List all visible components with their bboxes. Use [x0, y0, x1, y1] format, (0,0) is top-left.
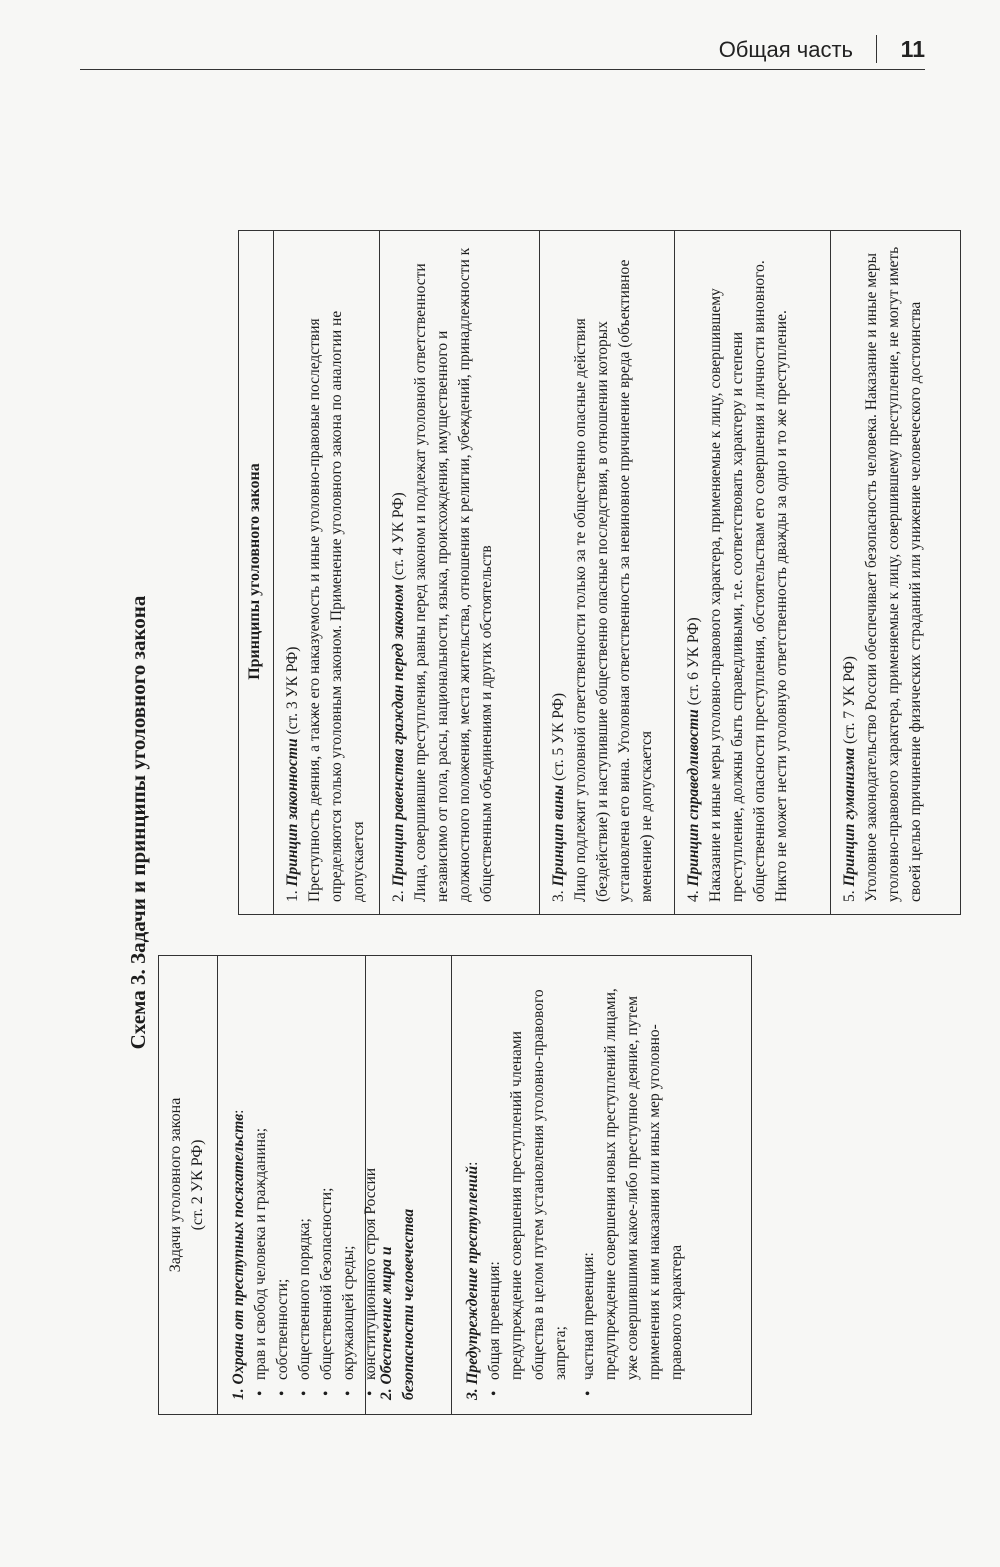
task-3-cell: [451, 956, 751, 1414]
principle-heading: 5. Принцип гуманизма (ст. 7 УК РФ): [841, 656, 858, 902]
page-number: 11: [900, 36, 925, 62]
private-prevention-text: предупреждение совершения новых преступлений лицами, уже совершившими какое-либо преступное деяние, путем применения к ним наказания или иных мер уголовно-правового характера: [602, 988, 685, 1380]
list-item: • окружающей среды;: [338, 968, 360, 1400]
list-item: • общественного порядка;: [294, 968, 316, 1400]
principle-3-cell: [539, 231, 674, 914]
principle-4-cell: [674, 231, 830, 914]
principle-2-cell: [379, 231, 539, 914]
principles-table-header: Принципы уголовного закона: [246, 463, 263, 680]
principle-text: Лица, совершившие преступления, равны перед законом и подлежат уголовной ответственности независимо от пола, расы, национальности, языка, происхождения, имущественного и должностного положения, места жительства, отношения к религии, убеждений, принадлежности к общественным объединениям и других обстоятельств: [412, 247, 495, 902]
principle-text: Уголовное законодательство России обеспечивает безопасность человека. Наказание и иные меры уголовно-правового характера, применяемые к лицу, совершившему преступление, не могут иметь своей целью причинение физических страданий или унижение человеческого достоинства: [863, 246, 924, 902]
list-item: [578, 968, 688, 1400]
list-item: • конституционного строя России: [360, 968, 382, 1400]
principle-heading: 1. Принцип законности (ст. 3 УК РФ): [284, 646, 301, 902]
rotated-scheme: [120, 230, 924, 1415]
running-header: [80, 33, 925, 70]
scheme-title: Схема 3. Задачи и принципы уголовного закона: [126, 595, 150, 1050]
principle-heading: 4. Принцип справедливости (ст. 6 УК РФ): [685, 617, 702, 902]
general-prevention-label: • общая превенция:: [486, 1261, 503, 1380]
list-item: • общественной безопасности;: [316, 968, 338, 1400]
principle-heading: 3. Принцип вины (ст. 5 УК РФ): [550, 692, 567, 902]
task-3-title: 3. Предупреждение преступлений:: [464, 1161, 481, 1400]
list-item: • прав и свобод человека и гражданина;: [250, 968, 272, 1400]
general-prevention-text: предупреждение совершения преступлений членами общества в целом путем установления уголовно-правового запрета;: [508, 989, 569, 1380]
task-1-title: 1. Охрана от преступных посягательств:: [230, 1109, 247, 1400]
task-3-list: [484, 968, 688, 1400]
principle-text: Наказание и иные меры уголовно-правового характера, применяемые к лицу, совершившему преступление, должны быть справедливыми, т.е. соответствовать характеру и степени общественной опасности преступления, обстоятельствам его совершения и личности виновного. Никто не может нести уголовную ответственность дважды за одно и то же преступление.: [707, 260, 790, 902]
principle-text: Лицо подлежит уголовной ответственности только за те общественно опасные действия (бездействие) и наступившие общественно опасные последствия, в отношении которых установлена его вина. Уголовная ответственность за невиновное причинение вреда (объективное вменение) не допускается: [572, 259, 655, 902]
private-prevention-label: • частная превенция:: [580, 1252, 597, 1380]
task-1-list: [250, 968, 382, 1400]
principle-text: Преступность деяния, а также его наказуемость и иные уголовно-правовые последствия определяются только уголовным законом. Применение уголовного закона по аналогии не допускается: [306, 310, 367, 902]
tasks-head-line1: Задачи уголовного закона: [167, 1097, 184, 1273]
principle-5-cell: [830, 231, 960, 914]
header-separator: [876, 35, 878, 63]
task-1-cell: [217, 956, 379, 1414]
tasks-table-header: [159, 956, 217, 1414]
list-item: [484, 968, 572, 1400]
tasks-head-line2: (ст. 2 УК РФ): [189, 1139, 206, 1231]
principle-heading: 2. Принцип равенства граждан перед законом (ст. 4 УК РФ): [390, 492, 407, 902]
tasks-table: [158, 955, 752, 1415]
header-section-title: Общая часть: [718, 37, 853, 62]
principles-table: [238, 230, 961, 915]
task-2-title: 2. Обеспечение мира и безопасности человечества: [378, 1208, 417, 1400]
principle-1-cell: [273, 231, 379, 914]
list-item: • собственности;: [272, 968, 294, 1400]
